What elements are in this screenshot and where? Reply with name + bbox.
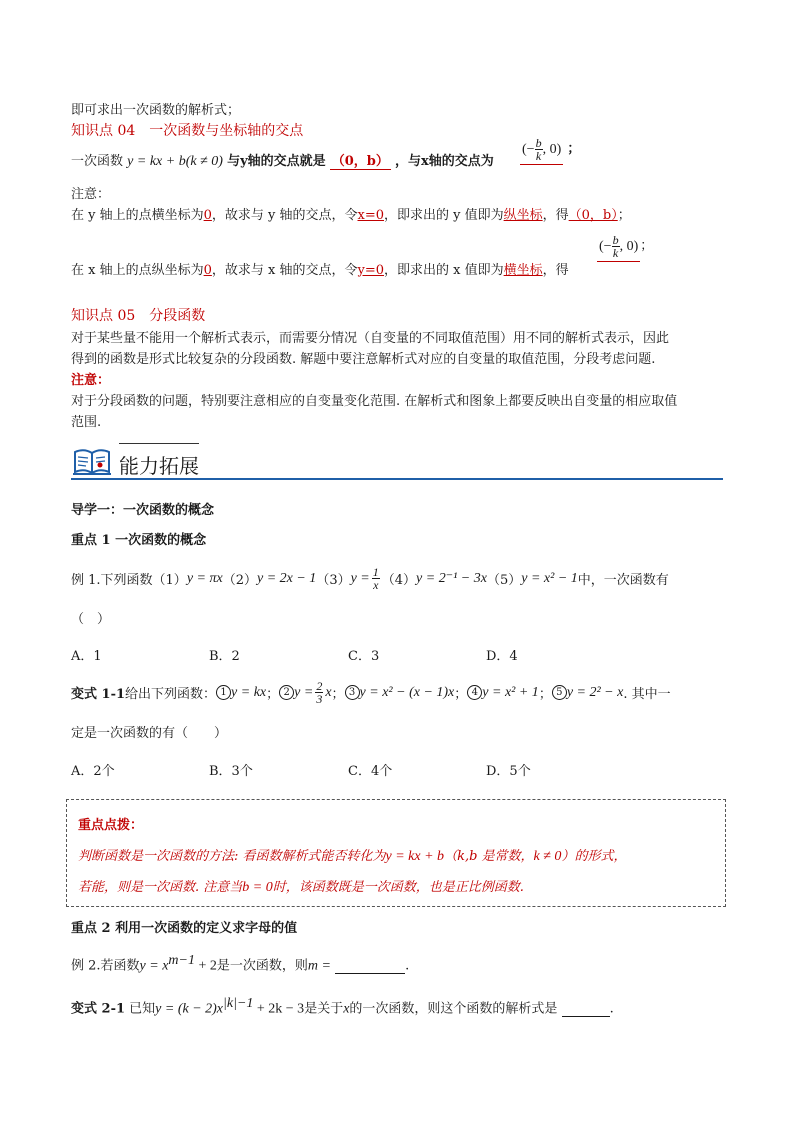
kp04-x-fraction: $\frac{b}{k}$ — [535, 136, 542, 163]
kp04-x-axis-line: 在 x 轴上的点纵坐标为0，故求与 x 轴的交点，令y=0，即求出的 x 值即为横坐标，得 — [71, 263, 569, 278]
kp04-y-intercept-answer: （0，b） — [330, 150, 391, 170]
var11-option-a[interactable]: A．2个 — [71, 764, 115, 779]
example1-answer-paren: （ ） — [71, 612, 111, 627]
ex1-func-5: y = x² − 1 — [521, 570, 578, 586]
kp05-para2-line1: 对于分段函数的问题，特别要注意相应的自变量变化范围. 在解析式和图象上都要反映出自变量的相应取值 — [71, 394, 678, 409]
ex1-option-d[interactable]: D．4 — [486, 649, 518, 664]
kp05-para1-line2: 得到的函数是形式比较复杂的分段函数. 解题中要注意解析式对应的自变量的取值范围，分段考虑问题. — [71, 352, 656, 367]
key1-heading: 重点 1 一次函数的概念 — [71, 533, 207, 548]
ex1-option-c[interactable]: C．3 — [348, 649, 380, 664]
kp05-para2-line2: 范围. — [71, 415, 102, 430]
kp04-x-label: ，与x轴的交点为 — [395, 154, 494, 169]
var11-option-b[interactable]: B．3个 — [209, 764, 253, 779]
kp04-x-intercept-answer: (− $\frac{b}{k}$ , 0) ； — [522, 136, 581, 163]
ex1-func-2: y = 2x − 1 — [256, 570, 317, 586]
kp05-title: 知识点 05 分段函数 — [71, 308, 206, 324]
kp04-equation: y = kx + b(k ≠ 0) — [127, 154, 223, 169]
kp04-line1-prefix: 一次函数 — [71, 154, 124, 169]
example2-answer-blank[interactable] — [335, 958, 405, 974]
example2-stem: 例 2.若函数$y = x^{m-1} + 2$是一次函数，则m = . — [71, 953, 410, 974]
open-book-icon — [72, 446, 112, 476]
section-title: 能力拓展 — [119, 454, 199, 478]
ex1-func-3-fraction: $\frac{1}{x}$ — [372, 565, 379, 592]
intro-line: 即可求出一次函数的解析式； — [71, 103, 241, 118]
kp04-y-axis-line: 在 y 轴上的点横坐标为0，故求与 y 轴的交点，令x=0，即求出的 y 值即为纵坐标，得（0，b）； — [71, 208, 631, 223]
kp05-para1-line1: 对于某些量不能用一个解析式表示，而需要分情况（自变量的不同取值范围）用不同的解析式表示，因此 — [71, 331, 670, 346]
ex1-func-4: y = 2⁻¹ − 3x — [416, 571, 487, 586]
variant21-label: 变式 2-1 — [71, 1001, 126, 1017]
section-heading-rule — [119, 443, 199, 444]
tip-line2: 若能，则是一次函数. 注意当b = 0时，该函数既是一次函数，也是正比例函数. — [78, 880, 524, 895]
tip-title: 重点点拨： — [78, 818, 144, 833]
kp04-note-label: 注意： — [71, 187, 111, 202]
ex1-option-a[interactable]: A．1 — [71, 649, 102, 664]
variant11-label: 变式 1-1 — [71, 687, 126, 702]
variant21-stem: 变式 2-1 已知$y = (k - 2)x^{|k|-1} + 2k - 3$是关于x的一次函数，则这个函数的解析式是 . — [71, 996, 614, 1017]
kp04-line1 — [71, 150, 494, 170]
guide1-heading: 导学一：一次函数的概念 — [71, 503, 215, 518]
kp05-note-label: 注意： — [71, 373, 111, 388]
ex1-func-1: y = πx — [186, 570, 223, 586]
variant21-answer-blank[interactable] — [562, 1001, 610, 1017]
kp04-x-axis-fraction: $\frac{b}{k}$ — [612, 233, 619, 260]
kp04-y-label: 与y轴的交点就是 — [227, 154, 326, 169]
tip-line1: 判断函数是一次函数的方法: 看函数解析式能否转化为y = kx + b（k,b 是常数，k ≠ 0）的形式， — [78, 849, 627, 864]
kp04-title: 知识点 04 一次函数与坐标轴的交点 — [71, 123, 304, 139]
variant11-line2: 定是一次函数的有（ ） — [71, 726, 228, 741]
section-divider — [71, 478, 723, 480]
kp04-x-axis-answer: (− $\frac{b}{k}$ , 0) ； — [599, 233, 654, 260]
key2-heading: 重点 2 利用一次函数的定义求字母的值 — [71, 921, 298, 936]
var11-option-d[interactable]: D．5个 — [486, 764, 531, 779]
example1-stem: 例 1.下列函数（1） y = πx （2） y = 2x − 1 （3） y = $\frac{1}{x}$ （4） y = 2⁻¹ − 3x （5） y = x² − 1 中，一次函数有 — [71, 565, 669, 592]
variant11-stem: 变式 1-1 给出下列函数： 1 y = kx ； 2 y = $\frac{2}{3}$ x ； 3 y = x² − (x − 1)x ； 4 y = x² + 1 ； 5 y = 2² − x . 其中一 — [71, 679, 671, 706]
ex1-option-b[interactable]: B．2 — [209, 649, 240, 664]
var11-option-c[interactable]: C．4个 — [348, 764, 393, 779]
